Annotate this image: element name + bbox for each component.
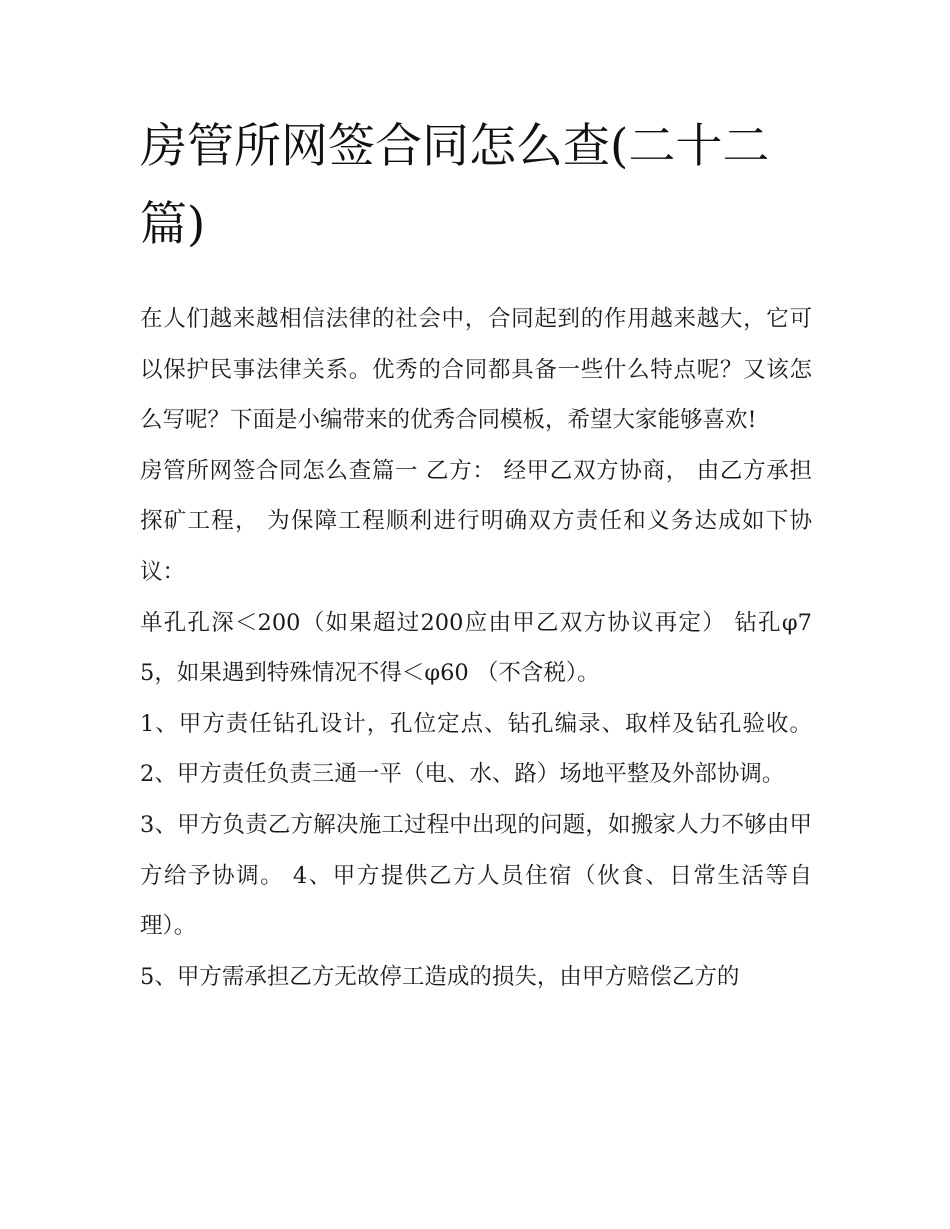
- paragraph-clause-1-2: 1、甲方责任钻孔设计，孔位定点、钻孔编录、取样及钻孔验收。 2、甲方责任负责三通一平（电、水、路）场地平整及外部协调。: [140, 710, 812, 788]
- paragraph-drilling-spec: 单孔孔深＜200（如果超过200应由甲乙双方协议再定） 钻孔φ75，如果遇到特殊情况不得＜φ60 （不含税）。: [140, 609, 812, 687]
- document-content: [140, 108, 812, 1002]
- paragraph-section-one: 房管所网签合同怎么查篇一 乙方： 经甲乙双方协商， 由乙方承担 探矿工程， 为保障工程顺利进行明确双方责任和义务达成如下协议：: [140, 457, 812, 585]
- paragraph-clause-5: 5、甲方需承担乙方无故停工造成的损失，由甲方赔偿乙方的: [140, 963, 740, 990]
- paragraph-intro: 在人们越来越相信法律的社会中，合同起到的作用越来越大，它可以保护民事法律关系。优秀的合同都具备一些什么特点呢？又该怎么写呢？下面是小编带来的优秀合同模板，希望大家能够喜欢!: [140, 306, 812, 434]
- document-body: [140, 294, 812, 1002]
- paragraph-clause-3-4: 3、甲方负责乙方解决施工过程中出现的问题，如搬家人力不够由甲方给予协调。 4、甲方提供乙方人员住宿（伙食、日常生活等自理）。: [140, 811, 812, 940]
- document-title: 房管所网签合同怎么查(二十二篇): [140, 119, 770, 252]
